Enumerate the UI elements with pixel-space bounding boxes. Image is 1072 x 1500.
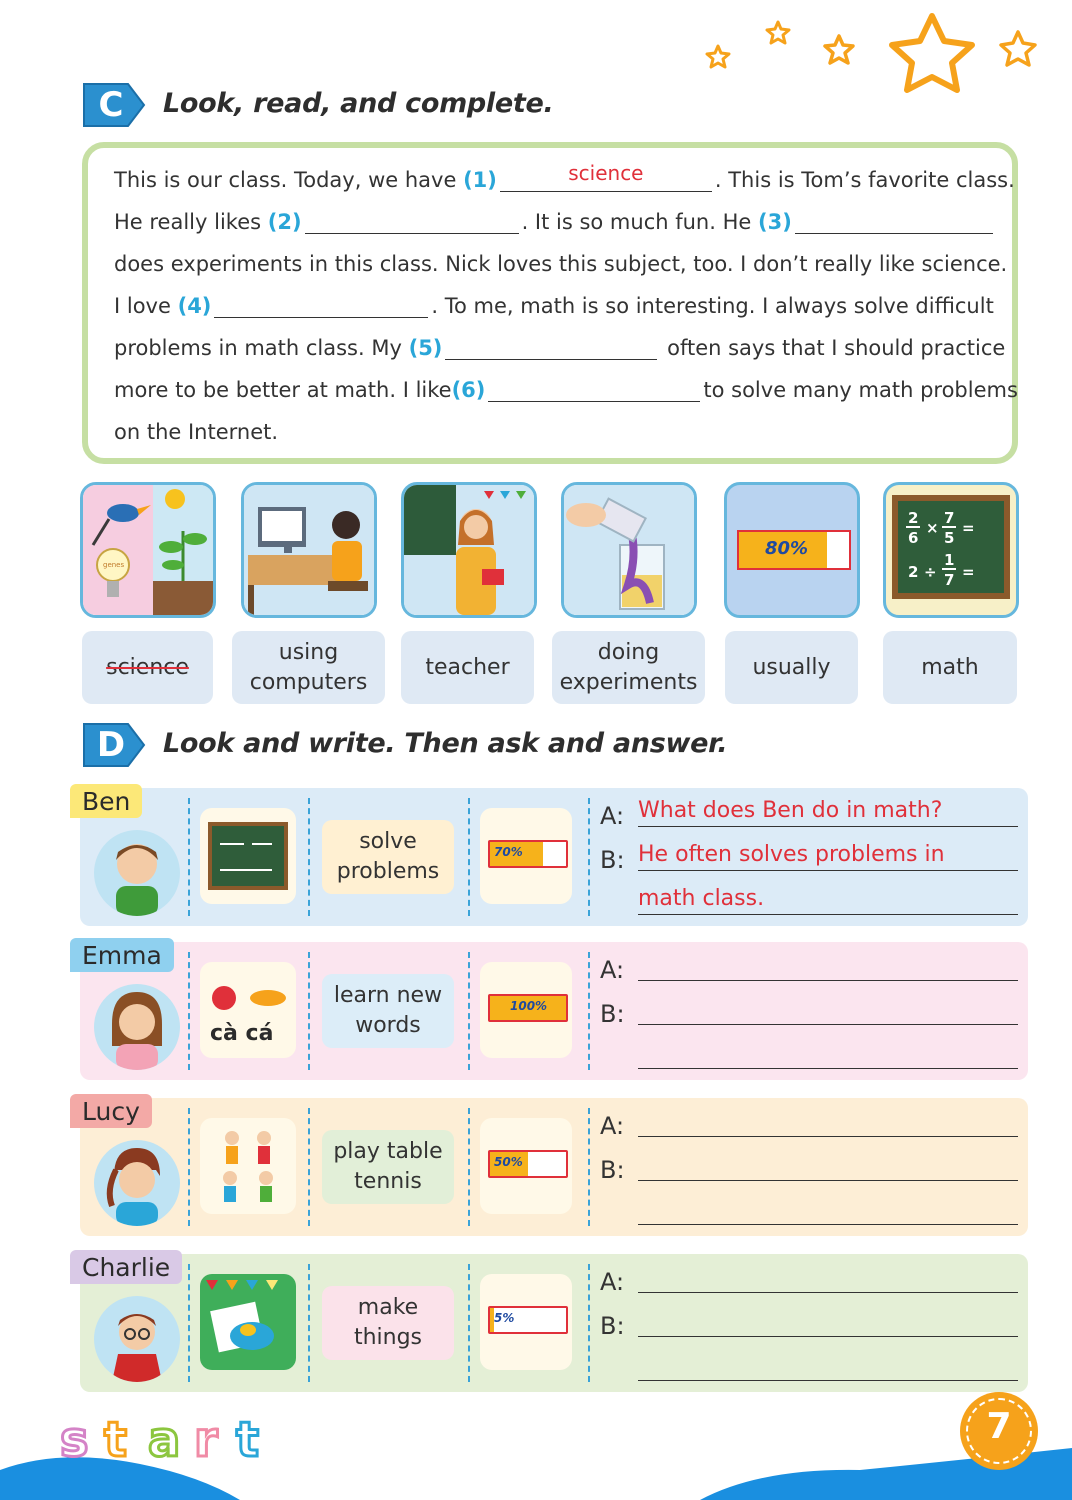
passage-text: He really likes bbox=[114, 210, 262, 234]
word-label: math bbox=[921, 654, 979, 680]
divider bbox=[468, 798, 470, 916]
passage-line-2 bbox=[114, 204, 996, 234]
divider bbox=[308, 1264, 310, 1382]
word-science bbox=[82, 631, 213, 704]
science-illustration bbox=[83, 485, 213, 615]
name-tag-charlie: Charlie bbox=[70, 1250, 182, 1284]
card-math bbox=[883, 482, 1019, 618]
blank-3[interactable] bbox=[795, 209, 993, 234]
frequency-label: 70% bbox=[494, 845, 523, 859]
word-using-computers bbox=[232, 631, 385, 704]
brand-letter: t bbox=[236, 1412, 259, 1468]
blank-number-2: (2) bbox=[267, 210, 302, 234]
word-label: using bbox=[278, 639, 339, 665]
board-digit: 5 bbox=[944, 529, 955, 547]
word-label: experiments bbox=[559, 669, 698, 695]
label-b: B: bbox=[600, 1312, 625, 1340]
answer-b1-lucy[interactable] bbox=[638, 1150, 1018, 1181]
reading-passage bbox=[82, 142, 1018, 464]
page-number-badge bbox=[960, 1392, 1038, 1470]
passage-text: I love bbox=[114, 294, 171, 318]
page-number: 7 bbox=[986, 1406, 1012, 1447]
answer-a-lucy[interactable] bbox=[638, 1106, 1018, 1137]
passage-text: more to be better at math. I like bbox=[114, 378, 452, 402]
frequency-bar bbox=[488, 994, 568, 1022]
blank-number-4: (4) bbox=[177, 294, 212, 318]
activity-label: learn new bbox=[333, 983, 443, 1008]
board-digit: 7 bbox=[944, 509, 955, 527]
divider bbox=[188, 952, 190, 1070]
card-computer bbox=[241, 482, 377, 618]
svg-text:÷: ÷ bbox=[924, 563, 937, 581]
activity-ben bbox=[322, 820, 454, 894]
computer-illustration bbox=[244, 485, 374, 615]
activity-lucy bbox=[322, 1130, 454, 1204]
word-math bbox=[883, 631, 1017, 704]
avatar-ben bbox=[94, 830, 180, 916]
answer-b2-lucy[interactable] bbox=[638, 1194, 1018, 1225]
brand-letter: r bbox=[194, 1412, 218, 1468]
card-science bbox=[80, 482, 216, 618]
passage-text: . It is so much fun. He bbox=[521, 210, 752, 234]
activity-emma bbox=[322, 974, 454, 1048]
label-a: A: bbox=[600, 1112, 625, 1140]
divider bbox=[468, 952, 470, 1070]
brand-letter: a bbox=[148, 1412, 181, 1468]
icon-kids-playing bbox=[200, 1118, 296, 1214]
card-usually bbox=[724, 482, 860, 618]
frequency-label: 100% bbox=[510, 999, 548, 1013]
svg-text:=: = bbox=[962, 563, 975, 581]
star-icon bbox=[1001, 32, 1035, 65]
card-experiment bbox=[561, 482, 697, 618]
frequency-label: 5% bbox=[494, 1311, 515, 1325]
icon-chalkboard bbox=[200, 808, 296, 904]
divider bbox=[588, 1108, 590, 1226]
divider bbox=[188, 1108, 190, 1226]
card-teacher bbox=[401, 482, 537, 618]
activity-label: words bbox=[355, 1013, 421, 1038]
divider bbox=[188, 1264, 190, 1382]
teacher-illustration bbox=[404, 485, 534, 615]
divider bbox=[308, 798, 310, 916]
chalkboard-illustration bbox=[886, 485, 1016, 615]
activity-label: solve bbox=[359, 829, 417, 854]
bulb-label: genes bbox=[103, 561, 125, 569]
section-c-title: Look, read, and complete. bbox=[163, 88, 554, 119]
answer-b2-ben[interactable]: math class. bbox=[638, 884, 1018, 915]
blank-2[interactable] bbox=[305, 209, 519, 234]
blank-number-3: (3) bbox=[758, 210, 792, 234]
avatar-charlie bbox=[94, 1296, 180, 1382]
board-digit: 2 bbox=[908, 509, 919, 527]
passage-line-5 bbox=[114, 330, 1005, 360]
section-c-letter: C bbox=[98, 85, 124, 125]
answer-b1-charlie[interactable] bbox=[638, 1306, 1018, 1337]
icon-crafts bbox=[200, 1274, 296, 1370]
avatar-emma bbox=[94, 984, 180, 1070]
blank-number-5: (5) bbox=[408, 336, 443, 360]
label-b: B: bbox=[600, 846, 625, 874]
section-d-letter: D bbox=[96, 725, 126, 765]
divider bbox=[468, 1264, 470, 1382]
avatar-lucy bbox=[94, 1140, 180, 1226]
name-tag-ben: Ben bbox=[70, 784, 142, 818]
passage-line-7: on the Internet. bbox=[114, 420, 279, 444]
blank-6[interactable] bbox=[488, 377, 700, 402]
row-ben bbox=[80, 788, 1028, 926]
divider bbox=[588, 798, 590, 916]
star-icon bbox=[825, 36, 853, 63]
frequency-label: 50% bbox=[494, 1155, 523, 1169]
frequency-bar bbox=[488, 840, 568, 868]
answer-b2-emma[interactable] bbox=[638, 1038, 1018, 1069]
frequency-charlie bbox=[480, 1274, 572, 1370]
divider bbox=[468, 1108, 470, 1226]
passage-text: often says that I should practice bbox=[667, 336, 1006, 360]
frequency-lucy bbox=[480, 1118, 572, 1214]
divider bbox=[308, 952, 310, 1070]
name-tag-lucy: Lucy bbox=[70, 1094, 152, 1128]
divider bbox=[588, 1264, 590, 1382]
answer-a-charlie[interactable] bbox=[638, 1262, 1018, 1293]
answer-b2-charlie[interactable] bbox=[638, 1350, 1018, 1381]
card-progress-label: 80% bbox=[765, 538, 809, 559]
label-b: B: bbox=[600, 1000, 625, 1028]
passage-line-6 bbox=[114, 372, 1018, 402]
word-label: science bbox=[106, 654, 189, 680]
board-digit: 2 bbox=[908, 563, 919, 581]
label-a: A: bbox=[600, 802, 625, 830]
icon-vocabulary bbox=[200, 962, 296, 1058]
brand-letter: t bbox=[104, 1412, 127, 1468]
blank-5[interactable] bbox=[445, 335, 657, 360]
activity-label: problems bbox=[336, 859, 440, 884]
frequency-bar bbox=[488, 1150, 568, 1178]
blank-1-answer[interactable]: science bbox=[500, 167, 712, 192]
passage-line-3: does experiments in this class. Nick loves this subject, too. I don’t really like science. bbox=[114, 252, 1008, 276]
passage-text: problems in math class. My bbox=[114, 336, 402, 360]
word-doing-experiments bbox=[552, 631, 705, 704]
frequency-bar bbox=[488, 1306, 568, 1334]
passage-text: This is our class. Today, we have bbox=[114, 168, 457, 192]
frequency-ben bbox=[480, 808, 572, 904]
brand-letter: s bbox=[60, 1412, 89, 1468]
activity-label: make bbox=[357, 1295, 419, 1320]
board-digit: 7 bbox=[944, 571, 955, 589]
activity-label: things bbox=[353, 1325, 423, 1350]
answer-b1-ben[interactable]: He often solves problems in bbox=[638, 840, 1018, 871]
word-label: teacher bbox=[425, 654, 510, 680]
card-progress-bar bbox=[737, 530, 851, 570]
svg-text:×: × bbox=[926, 519, 939, 537]
row-charlie bbox=[80, 1254, 1028, 1392]
passage-line-1 bbox=[114, 162, 1015, 192]
passage-text: to solve many math problems bbox=[703, 378, 1018, 402]
label-a: A: bbox=[600, 956, 625, 984]
word-teacher bbox=[401, 631, 534, 704]
answer-a-emma[interactable] bbox=[638, 950, 1018, 981]
passage-line-4 bbox=[114, 288, 994, 318]
passage-text: . This is Tom’s favorite class. bbox=[714, 168, 1015, 192]
word-label: usually bbox=[752, 654, 831, 680]
word-label: computers bbox=[249, 669, 368, 695]
star-icon bbox=[767, 22, 789, 43]
svg-text:=: = bbox=[962, 519, 975, 537]
blank-number-6: (6) bbox=[451, 378, 486, 402]
divider bbox=[588, 952, 590, 1070]
word-usually bbox=[725, 631, 858, 704]
experiment-illustration bbox=[564, 485, 694, 615]
label-b: B: bbox=[600, 1156, 625, 1184]
blank-number-1: (1) bbox=[463, 168, 497, 192]
passage-text: . To me, math is so interesting. I always solve difficult bbox=[431, 294, 994, 318]
star-icon bbox=[707, 46, 729, 67]
answer-b1-emma[interactable] bbox=[638, 994, 1018, 1025]
label-a: A: bbox=[600, 1268, 625, 1296]
board-digit: 1 bbox=[944, 551, 955, 569]
divider bbox=[308, 1108, 310, 1226]
blank-4[interactable] bbox=[214, 293, 428, 318]
star-icon bbox=[892, 16, 972, 90]
icon-words: cà cá bbox=[210, 1021, 274, 1046]
word-label: doing bbox=[597, 639, 660, 665]
row-emma bbox=[80, 942, 1028, 1080]
row-lucy bbox=[80, 1098, 1028, 1236]
answer-a-ben[interactable]: What does Ben do in math? bbox=[638, 796, 1018, 827]
frequency-emma bbox=[480, 962, 572, 1058]
board-digit: 6 bbox=[908, 529, 919, 547]
name-tag-emma: Emma bbox=[70, 938, 174, 972]
divider bbox=[188, 798, 190, 916]
activity-label: tennis bbox=[354, 1169, 422, 1194]
stars-decoration bbox=[700, 10, 1050, 110]
activity-charlie bbox=[322, 1286, 454, 1360]
activity-label: play table bbox=[333, 1139, 443, 1164]
section-d-title: Look and write. Then ask and answer. bbox=[163, 728, 728, 759]
